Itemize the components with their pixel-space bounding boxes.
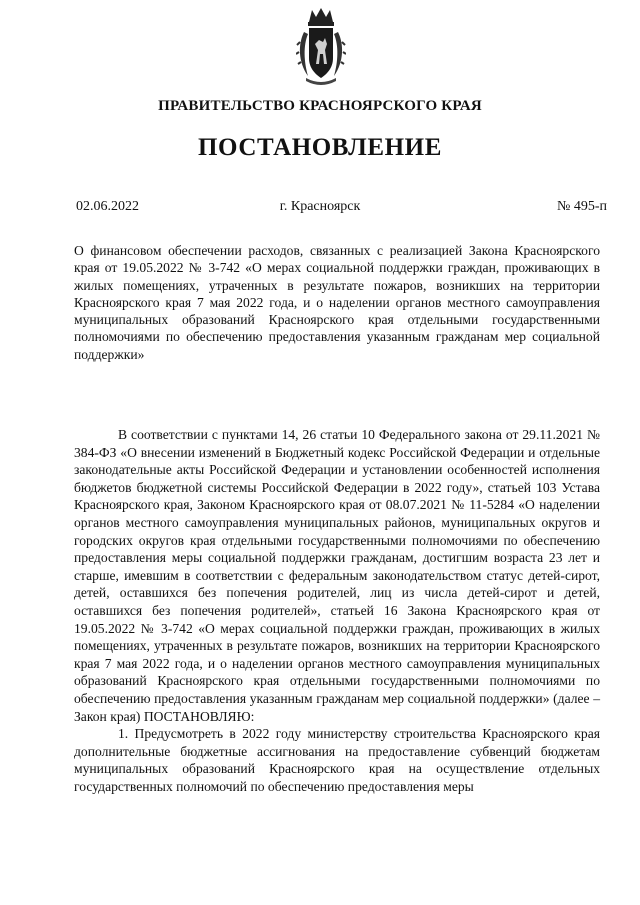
organization-name: ПРАВИТЕЛЬСТВО КРАСНОЯРСКОГО КРАЯ xyxy=(158,98,482,114)
document-type-title: ПОСТАНОВЛЕНИЕ xyxy=(197,134,443,161)
item-1-paragraph: 1. Предусмотреть в 2022 году министерству строительства Красноярского края дополнительные бюджетные ассигнования на предоставление субвенций бюджетам муниципальных образований Красноярского края на осуществление отдельных государственных полномочий по обеспечению предоставления меры xyxy=(74,726,600,794)
document-number: № 495-п xyxy=(556,199,607,214)
document-body xyxy=(74,426,600,795)
document-subject: О финансовом обеспечении расходов, связанных с реализацией Закона Красноярского края от 19.05.2022 № 3-742 «О мерах социальной поддержки граждан, проживающих в жилых помещениях, утраченных в результате пожаров, возникших на территории Красноярского края 7 мая 2022 года, и о наделении органов местного самоуправления муниципальных образований Красноярского края отдельными государственными полномочиями по обеспечению предоставления указанным гражданам мер социальной поддержки» xyxy=(74,243,600,362)
preamble-paragraph: В соответствии с пунктами 14, 26 статьи 10 Федерального закона от 29.11.2021 № 384-ФЗ «О внесении изменений в Бюджетный кодекс Российской Федерации и отдельные законодательные акты Российской Федерации и установлении особенностей исполнения бюджетов бюджетной системы Российской Федерации в 2022 году», статьей 103 Устава Красноярского края, Законом Красноярского края от 08.07.2021 № 11-5284 «О наделении органов местного самоуправления муниципальных районов, муниципальных округов и городских округов края отдельными государственными полномочиями по обеспечению предоставления меры социальной поддержки гражданам, достигшим возраста 23 лет и старше, имевшим в соответствии с федеральным законодательством статус детей-сирот, детей, оставшихся без попечения родителей, лиц из числа детей-сирот и детей, оставшихся без попечения родителей», статьей 16 Закона Красноярского края от 19.05.2022 № 3-742 «О мерах социальной поддержки граждан, проживающих в жилых помещениях, утраченных в результате пожаров, возникших на территории Красноярского края 7 мая 2022 года, и о наделении органов местного самоуправления муниципальных образований Красноярского края отдельными государственными полномочиями по обеспечению предоставления указанным гражданам мер социальной поддержки» (далее – Закон края) ПОСТАНОВЛЯЮ: xyxy=(74,427,600,724)
coat-of-arms-icon xyxy=(296,6,346,86)
document-city: г. Красноярск xyxy=(279,199,361,214)
document-date: 02.06.2022 xyxy=(76,199,139,214)
